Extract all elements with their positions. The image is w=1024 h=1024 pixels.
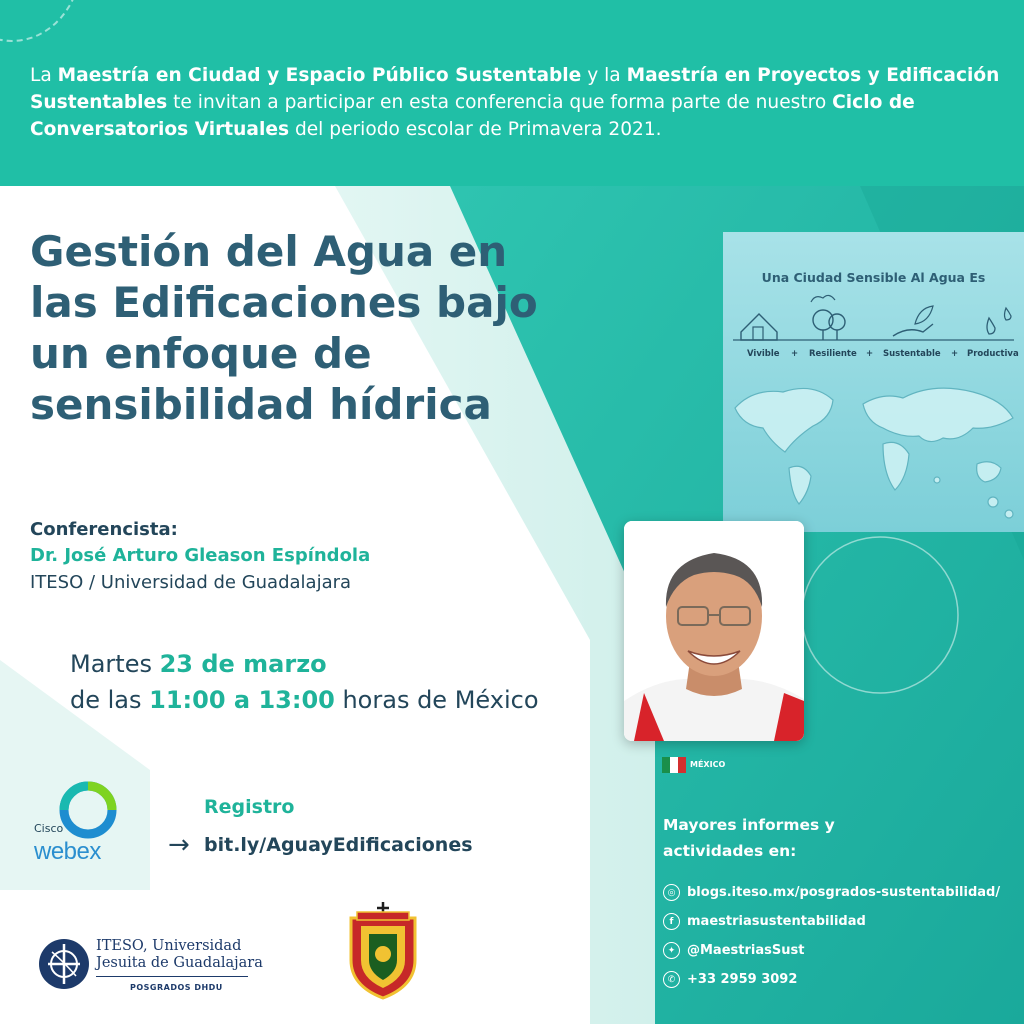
zone-text: horas de México: [334, 686, 539, 714]
map-label-productiva: Productiva: [967, 349, 1019, 359]
map-label-plus: +: [951, 349, 959, 359]
intro-part: y la: [581, 65, 627, 86]
cycle-name: Ciclo de Conversatorios Virtuales: [30, 92, 915, 140]
time-text: 11:00 a 13:00: [149, 686, 335, 714]
portrait-icon: [624, 521, 804, 741]
contact-web[interactable]: [663, 884, 1000, 901]
map-label-resiliente: Resiliente: [809, 349, 857, 359]
arrow-right-icon: →: [168, 830, 190, 860]
info-title-line: Mayores informes y: [663, 816, 835, 834]
intro-part: La: [30, 65, 58, 86]
phone-icon: ✆: [663, 971, 680, 988]
intro-text: [30, 62, 1000, 143]
title-line: un enfoque de: [30, 329, 372, 378]
contact-text: maestriasustentabilidad: [687, 914, 866, 929]
twitter-icon: ✦: [663, 942, 680, 959]
title-line: Gestión del Agua en: [30, 227, 508, 276]
cisco-label: Cisco: [34, 822, 64, 835]
registration-label: Registro: [204, 796, 295, 818]
contact-text: +33 2959 3092: [687, 972, 798, 987]
day-text: Martes: [70, 650, 160, 678]
udg-seal-icon: [343, 900, 423, 1000]
info-title-line: actividades en:: [663, 842, 797, 860]
title-line: las Edificaciones bajo: [30, 278, 538, 327]
map-card-title: Una Ciudad Sensible Al Agua Es: [761, 270, 986, 285]
conference-title: [30, 226, 620, 430]
registration-link[interactable]: bit.ly/AguayEdificaciones: [204, 834, 473, 856]
webex-icon: [0, 772, 150, 890]
country-label: MÉXICO: [690, 760, 726, 769]
iteso-name: [96, 938, 263, 972]
divider: [96, 976, 248, 977]
iteso-department: POSGRADOS DHDU: [130, 983, 223, 992]
contact-phone[interactable]: [663, 971, 797, 988]
webex-logo: [0, 772, 150, 890]
map-label-vivible: Vivible: [747, 349, 780, 359]
intro-part: te invitan a participar en esta conferencia que forma parte de nuestro: [167, 92, 833, 113]
map-label-plus: +: [791, 349, 799, 359]
title-line: sensibilidad hídrica: [30, 380, 492, 429]
speaker-photo: [624, 521, 804, 741]
intro-part: del periodo escolar de Primavera 2021.: [289, 119, 662, 140]
map-label-plus: +: [866, 349, 874, 359]
webex-label: webex: [34, 838, 101, 865]
contact-text: @MaestriasSust: [687, 943, 805, 958]
time-line: [70, 686, 539, 714]
info-title: [663, 812, 963, 864]
program-name-2: Maestría en Proyectos y Edificación Sustentables: [30, 65, 1000, 113]
iteso-line: ITESO, Universidad: [96, 938, 242, 954]
speaker-label: Conferencista:: [30, 519, 178, 540]
web-icon: ◎: [663, 884, 680, 901]
date-text: 23 de marzo: [159, 650, 327, 678]
speaker-affiliation: ITESO / Universidad de Guadalajara: [30, 572, 352, 593]
program-name-1: Maestría en Ciudad y Espacio Público Sustentable: [57, 65, 582, 86]
water-city-image: [723, 232, 1024, 532]
contact-text: blogs.iteso.mx/posgrados-sustentabilidad/: [687, 885, 1001, 900]
contact-facebook[interactable]: [663, 913, 866, 930]
mexico-flag-icon: [662, 757, 686, 773]
date-line: [70, 650, 327, 678]
contact-twitter[interactable]: [663, 942, 804, 959]
iteso-logo-icon: [38, 938, 90, 990]
facebook-icon: f: [663, 913, 680, 930]
map-label-sustentable: Sustentable: [883, 349, 941, 359]
speaker-name: Dr. José Arturo Gleason Espíndola: [30, 545, 371, 566]
from-text: de las: [70, 686, 150, 714]
iteso-line: Jesuita de Guadalajara: [96, 955, 263, 971]
